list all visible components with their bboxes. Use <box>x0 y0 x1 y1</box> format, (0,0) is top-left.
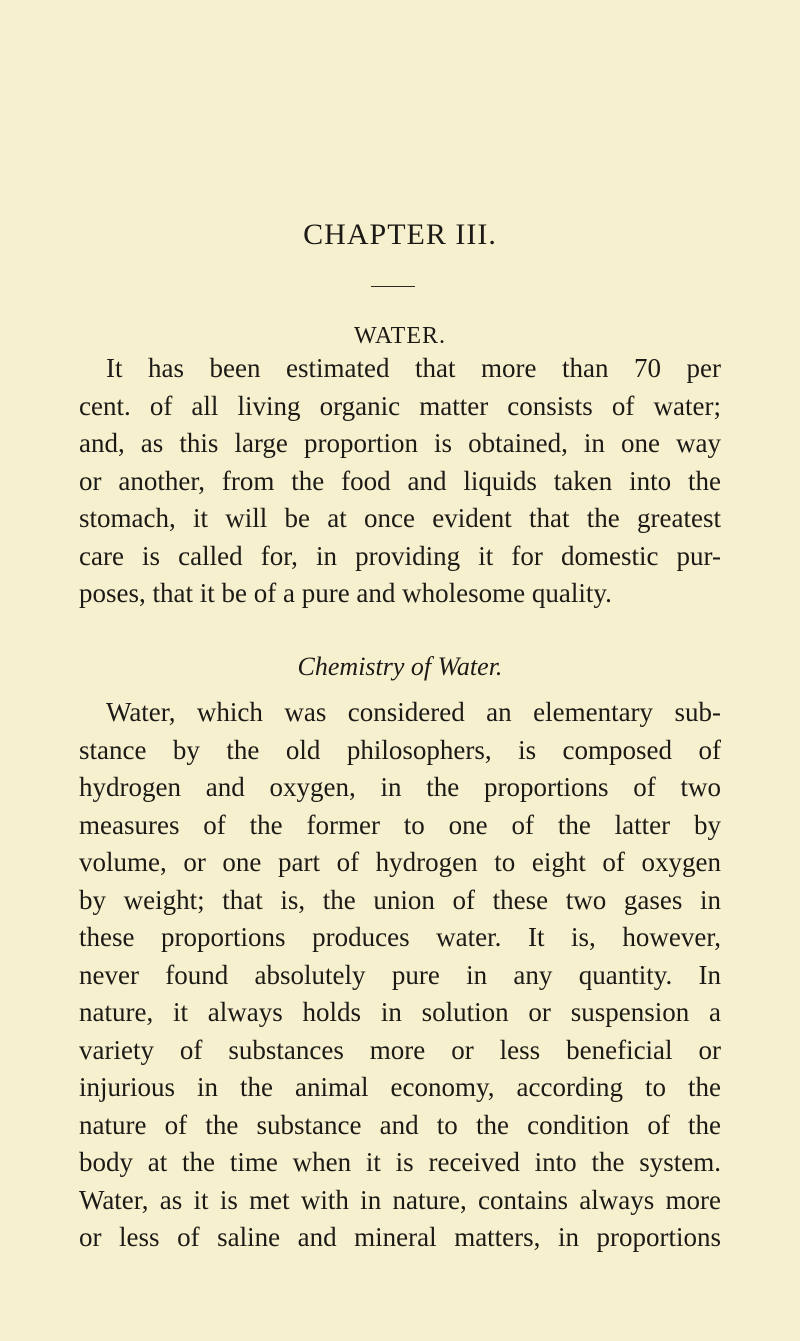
paragraph-intro <box>79 350 721 613</box>
section-heading: WATER. <box>354 323 446 349</box>
paragraph-line: nature, it always holds in solution or suspension a <box>79 997 721 1027</box>
paragraph-chemistry <box>79 694 721 1257</box>
paragraph-line: these proportions produces water. It is, however, <box>79 922 721 952</box>
paragraph-line: stance by the old philosophers, is composed of <box>79 734 721 765</box>
paragraph-line: It has been estimated that more than 70 per <box>106 353 721 383</box>
paragraph-line: hydrogen and oxygen, in the proportions of two <box>79 772 721 802</box>
paragraph-line: care is called for, in providing it for domestic pur- <box>79 540 721 571</box>
paragraph-line: measures of the former to one of the latter by <box>79 809 721 840</box>
paragraph-line: Water, which was considered an elementary sub- <box>106 697 721 727</box>
paragraph-line: and, as this large proportion is obtained, in one way <box>79 428 721 458</box>
paragraph-line: Water, as it is met with in nature, contains always more <box>79 1184 721 1215</box>
paragraph-line: volume, or one part of hydrogen to eight of oxygen <box>79 847 721 877</box>
paragraph-line: or another, from the food and liquids taken into the <box>79 465 721 496</box>
paragraph-line: nature of the substance and to the condition of the <box>79 1109 721 1140</box>
subheading: Chemistry of Water. <box>297 652 503 681</box>
paragraph-line: body at the time when it is received into the system. <box>79 1147 721 1177</box>
paragraph-line: poses, that it be of a pure and wholesome quality. <box>79 578 612 608</box>
paragraph-line: cent. of all living organic matter consists of water; <box>79 390 721 421</box>
chapter-heading: CHAPTER III. <box>303 218 497 251</box>
paragraph-line: or less of saline and mineral matters, in proportions <box>79 1222 721 1252</box>
paragraph-line: variety of substances more or less beneficial or <box>79 1034 721 1065</box>
paragraph-line: by weight; that is, the union of these two gases in <box>79 884 721 915</box>
paragraph-line: never found absolutely pure in any quantity. In <box>79 959 721 990</box>
paragraph-line: injurious in the animal economy, according to the <box>79 1072 721 1102</box>
paragraph-line: stomach, it will be at once evident that the greatest <box>79 503 721 533</box>
heading-divider <box>371 286 415 287</box>
